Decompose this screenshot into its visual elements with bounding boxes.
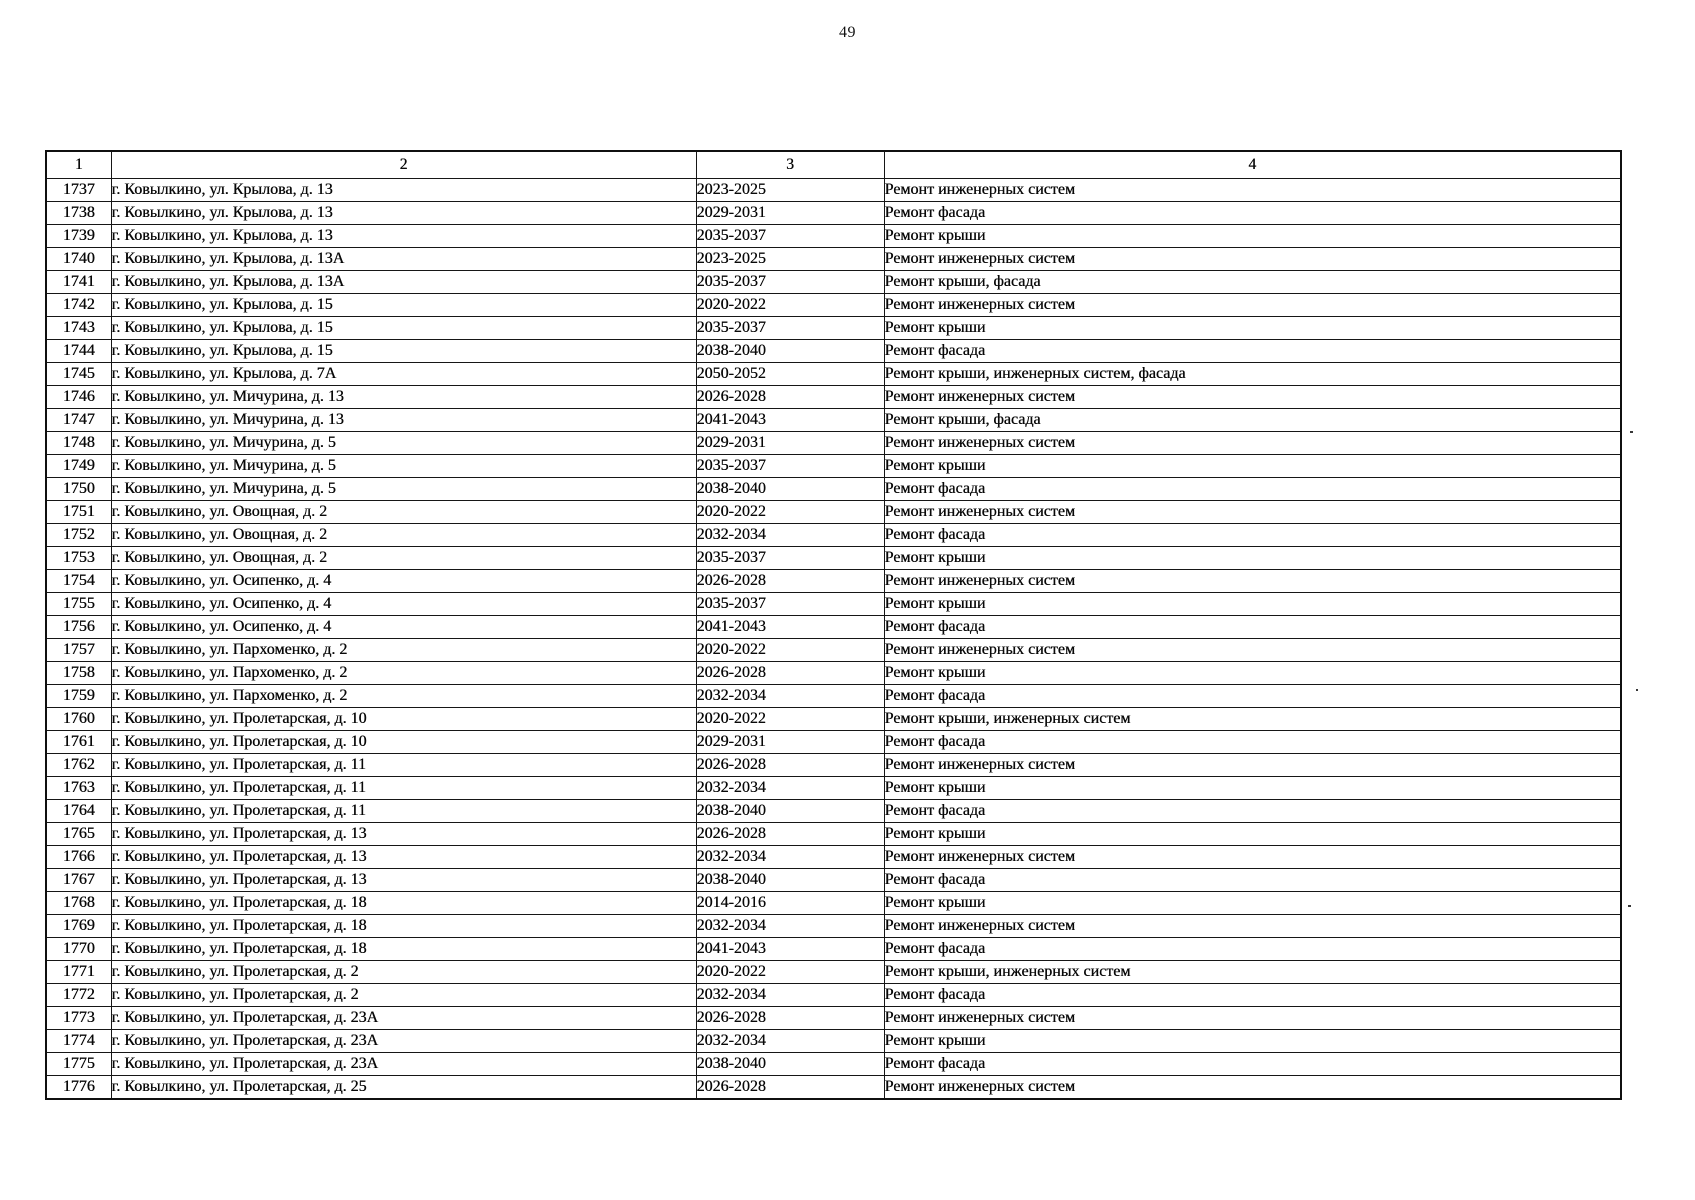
cell-address: г. Ковылкино, ул. Крылова, д. 13: [111, 202, 696, 225]
cell-work: Ремонт инженерных систем: [884, 1076, 1621, 1099]
table-row: [46, 754, 1621, 777]
table-row: [46, 777, 1621, 800]
cell-address: г. Ковылкино, ул. Овощная, д. 2: [111, 547, 696, 570]
cell-work: Ремонт фасада: [884, 478, 1621, 501]
table-row: [46, 1053, 1621, 1076]
cell-work: Ремонт крыши, фасада: [884, 409, 1621, 432]
cell-number: 1765: [46, 823, 111, 846]
cell-work: Ремонт инженерных систем: [884, 754, 1621, 777]
cell-address: г. Ковылкино, ул. Пролетарская, д. 23А: [111, 1053, 696, 1076]
table-header-row: [46, 151, 1621, 179]
cell-number: 1748: [46, 432, 111, 455]
table-row: [46, 294, 1621, 317]
cell-period: 2020-2022: [696, 708, 884, 731]
cell-address: г. Ковылкино, ул. Крылова, д. 13А: [111, 248, 696, 271]
cell-number: 1774: [46, 1030, 111, 1053]
cell-period: 2023-2025: [696, 248, 884, 271]
cell-address: г. Ковылкино, ул. Пролетарская, д. 10: [111, 731, 696, 754]
cell-work: Ремонт инженерных систем: [884, 501, 1621, 524]
cell-period: 2032-2034: [696, 777, 884, 800]
cell-work: Ремонт крыши, инженерных систем: [884, 961, 1621, 984]
cell-address: г. Ковылкино, ул. Крылова, д. 7А: [111, 363, 696, 386]
cell-work: Ремонт крыши, инженерных систем, фасада: [884, 363, 1621, 386]
cell-period: 2038-2040: [696, 800, 884, 823]
table-row: [46, 248, 1621, 271]
table-row: [46, 823, 1621, 846]
cell-work: Ремонт инженерных систем: [884, 432, 1621, 455]
cell-address: г. Ковылкино, ул. Крылова, д. 15: [111, 294, 696, 317]
cell-address: г. Ковылкино, ул. Пролетарская, д. 2: [111, 984, 696, 1007]
table-row: [46, 662, 1621, 685]
cell-work: Ремонт фасада: [884, 800, 1621, 823]
table-row: [46, 639, 1621, 662]
cell-number: 1759: [46, 685, 111, 708]
cell-work: Ремонт крыши, фасада: [884, 271, 1621, 294]
cell-period: 2032-2034: [696, 524, 884, 547]
cell-number: 1741: [46, 271, 111, 294]
cell-address: г. Ковылкино, ул. Овощная, д. 2: [111, 501, 696, 524]
cell-work: Ремонт крыши: [884, 823, 1621, 846]
table-row: [46, 478, 1621, 501]
cell-period: 2032-2034: [696, 915, 884, 938]
cell-number: 1760: [46, 708, 111, 731]
scan-speckle: [1630, 431, 1633, 433]
table-row: [46, 961, 1621, 984]
cell-address: г. Ковылкино, ул. Пролетарская, д. 11: [111, 754, 696, 777]
cell-number: 1750: [46, 478, 111, 501]
cell-work: Ремонт крыши: [884, 455, 1621, 478]
cell-address: г. Ковылкино, ул. Пролетарская, д. 23А: [111, 1030, 696, 1053]
cell-period: 2026-2028: [696, 823, 884, 846]
cell-period: 2038-2040: [696, 340, 884, 363]
cell-address: г. Ковылкино, ул. Пархоменко, д. 2: [111, 639, 696, 662]
table-row: [46, 915, 1621, 938]
cell-number: 1742: [46, 294, 111, 317]
cell-address: г. Ковылкино, ул. Пролетарская, д. 13: [111, 846, 696, 869]
cell-work: Ремонт крыши: [884, 892, 1621, 915]
scan-speckle: [1636, 689, 1638, 691]
cell-address: г. Ковылкино, ул. Пролетарская, д. 11: [111, 777, 696, 800]
cell-address: г. Ковылкино, ул. Пролетарская, д. 18: [111, 915, 696, 938]
column-header-address: 2: [111, 151, 696, 179]
cell-address: г. Ковылкино, ул. Пролетарская, д. 11: [111, 800, 696, 823]
cell-number: 1737: [46, 179, 111, 202]
cell-period: 2050-2052: [696, 363, 884, 386]
page-number: 49: [839, 24, 856, 41]
cell-number: 1768: [46, 892, 111, 915]
table-row: [46, 984, 1621, 1007]
table-row: [46, 340, 1621, 363]
cell-address: г. Ковылкино, ул. Осипенко, д. 4: [111, 570, 696, 593]
table-row: [46, 892, 1621, 915]
cell-work: Ремонт фасада: [884, 202, 1621, 225]
cell-number: 1766: [46, 846, 111, 869]
cell-address: г. Ковылкино, ул. Пролетарская, д. 18: [111, 892, 696, 915]
cell-period: 2020-2022: [696, 961, 884, 984]
cell-number: 1753: [46, 547, 111, 570]
table-row: [46, 547, 1621, 570]
cell-work: Ремонт крыши: [884, 547, 1621, 570]
cell-number: 1747: [46, 409, 111, 432]
cell-address: г. Ковылкино, ул. Мичурина, д. 5: [111, 432, 696, 455]
cell-address: г. Ковылкино, ул. Пролетарская, д. 23А: [111, 1007, 696, 1030]
cell-work: Ремонт крыши: [884, 225, 1621, 248]
cell-number: 1746: [46, 386, 111, 409]
cell-period: 2035-2037: [696, 271, 884, 294]
cell-period: 2032-2034: [696, 846, 884, 869]
column-header-work: 4: [884, 151, 1621, 179]
cell-period: 2035-2037: [696, 225, 884, 248]
cell-number: 1775: [46, 1053, 111, 1076]
cell-period: 2026-2028: [696, 1076, 884, 1099]
cell-address: г. Ковылкино, ул. Пролетарская, д. 2: [111, 961, 696, 984]
table-row: [46, 1007, 1621, 1030]
cell-work: Ремонт инженерных систем: [884, 1007, 1621, 1030]
cell-period: 2038-2040: [696, 869, 884, 892]
cell-address: г. Ковылкино, ул. Пархоменко, д. 2: [111, 685, 696, 708]
table-row: [46, 1030, 1621, 1053]
table-row: [46, 846, 1621, 869]
table-row: [46, 731, 1621, 754]
cell-period: 2035-2037: [696, 317, 884, 340]
cell-address: г. Ковылкино, ул. Крылова, д. 15: [111, 317, 696, 340]
cell-work: Ремонт крыши: [884, 1030, 1621, 1053]
cell-address: г. Ковылкино, ул. Пролетарская, д. 13: [111, 869, 696, 892]
cell-number: 1771: [46, 961, 111, 984]
cell-number: 1769: [46, 915, 111, 938]
table-row: [46, 570, 1621, 593]
cell-period: 2041-2043: [696, 409, 884, 432]
cell-number: 1763: [46, 777, 111, 800]
cell-number: 1758: [46, 662, 111, 685]
cell-number: 1745: [46, 363, 111, 386]
scan-speckle: [1628, 905, 1631, 907]
cell-period: 2029-2031: [696, 432, 884, 455]
cell-address: г. Ковылкино, ул. Мичурина, д. 5: [111, 455, 696, 478]
table-row: [46, 363, 1621, 386]
cell-number: 1751: [46, 501, 111, 524]
cell-number: 1767: [46, 869, 111, 892]
cell-number: 1744: [46, 340, 111, 363]
cell-work: Ремонт инженерных систем: [884, 386, 1621, 409]
cell-work: Ремонт крыши: [884, 777, 1621, 800]
cell-period: 2032-2034: [696, 685, 884, 708]
cell-work: Ремонт инженерных систем: [884, 915, 1621, 938]
cell-address: г. Ковылкино, ул. Пролетарская, д. 18: [111, 938, 696, 961]
cell-period: 2026-2028: [696, 570, 884, 593]
cell-number: 1749: [46, 455, 111, 478]
cell-work: Ремонт фасада: [884, 1053, 1621, 1076]
cell-address: г. Ковылкино, ул. Пролетарская, д. 13: [111, 823, 696, 846]
cell-work: Ремонт инженерных систем: [884, 179, 1621, 202]
cell-period: 2026-2028: [696, 386, 884, 409]
cell-number: 1770: [46, 938, 111, 961]
column-header-period: 3: [696, 151, 884, 179]
cell-work: Ремонт фасада: [884, 984, 1621, 1007]
table-row: [46, 1076, 1621, 1099]
cell-period: 2041-2043: [696, 938, 884, 961]
cell-work: Ремонт крыши: [884, 317, 1621, 340]
cell-period: 2032-2034: [696, 984, 884, 1007]
cell-work: Ремонт фасада: [884, 869, 1621, 892]
cell-number: 1739: [46, 225, 111, 248]
cell-address: г. Ковылкино, ул. Мичурина, д. 5: [111, 478, 696, 501]
table-row: [46, 409, 1621, 432]
table-body: [46, 179, 1621, 1099]
cell-number: 1772: [46, 984, 111, 1007]
table-row: [46, 179, 1621, 202]
cell-number: 1762: [46, 754, 111, 777]
cell-period: 2035-2037: [696, 455, 884, 478]
cell-work: Ремонт инженерных систем: [884, 294, 1621, 317]
table-row: [46, 202, 1621, 225]
cell-period: 2032-2034: [696, 1030, 884, 1053]
table-row: [46, 685, 1621, 708]
cell-period: 2038-2040: [696, 478, 884, 501]
table-row: [46, 869, 1621, 892]
table-row: [46, 938, 1621, 961]
cell-number: 1740: [46, 248, 111, 271]
cell-period: 2029-2031: [696, 202, 884, 225]
cell-number: 1755: [46, 593, 111, 616]
cell-number: 1757: [46, 639, 111, 662]
cell-address: г. Ковылкино, ул. Крылова, д. 15: [111, 340, 696, 363]
table-row: [46, 524, 1621, 547]
cell-address: г. Ковылкино, ул. Пархоменко, д. 2: [111, 662, 696, 685]
cell-number: 1756: [46, 616, 111, 639]
table-row: [46, 386, 1621, 409]
cell-period: 2026-2028: [696, 662, 884, 685]
cell-address: г. Ковылкино, ул. Пролетарская, д. 10: [111, 708, 696, 731]
cell-number: 1773: [46, 1007, 111, 1030]
cell-period: 2026-2028: [696, 1007, 884, 1030]
table-row: [46, 455, 1621, 478]
column-header-index: 1: [46, 151, 111, 179]
cell-work: Ремонт инженерных систем: [884, 639, 1621, 662]
cell-period: 2041-2043: [696, 616, 884, 639]
table-row: [46, 432, 1621, 455]
cell-work: Ремонт инженерных систем: [884, 570, 1621, 593]
table-row: [46, 800, 1621, 823]
cell-period: 2020-2022: [696, 294, 884, 317]
table-row: [46, 225, 1621, 248]
cell-address: г. Ковылкино, ул. Мичурина, д. 13: [111, 409, 696, 432]
table-row: [46, 501, 1621, 524]
cell-work: Ремонт фасада: [884, 340, 1621, 363]
cell-address: г. Ковылкино, ул. Овощная, д. 2: [111, 524, 696, 547]
cell-work: Ремонт крыши: [884, 662, 1621, 685]
cell-period: 2020-2022: [696, 501, 884, 524]
cell-work: Ремонт фасада: [884, 938, 1621, 961]
cell-period: 2026-2028: [696, 754, 884, 777]
cell-work: Ремонт фасада: [884, 524, 1621, 547]
cell-address: г. Ковылкино, ул. Осипенко, д. 4: [111, 616, 696, 639]
cell-period: 2014-2016: [696, 892, 884, 915]
cell-work: Ремонт крыши: [884, 593, 1621, 616]
table-row: [46, 616, 1621, 639]
cell-period: 2035-2037: [696, 593, 884, 616]
cell-period: 2023-2025: [696, 179, 884, 202]
cell-number: 1738: [46, 202, 111, 225]
cell-work: Ремонт фасада: [884, 731, 1621, 754]
table-row: [46, 271, 1621, 294]
cell-address: г. Ковылкино, ул. Крылова, д. 13А: [111, 271, 696, 294]
cell-work: Ремонт фасада: [884, 685, 1621, 708]
table-row: [46, 708, 1621, 731]
cell-number: 1776: [46, 1076, 111, 1099]
cell-number: 1761: [46, 731, 111, 754]
cell-number: 1764: [46, 800, 111, 823]
cell-address: г. Ковылкино, ул. Осипенко, д. 4: [111, 593, 696, 616]
cell-address: г. Ковылкино, ул. Мичурина, д. 13: [111, 386, 696, 409]
cell-number: 1743: [46, 317, 111, 340]
cell-period: 2020-2022: [696, 639, 884, 662]
cell-period: 2038-2040: [696, 1053, 884, 1076]
cell-address: г. Ковылкино, ул. Пролетарская, д. 25: [111, 1076, 696, 1099]
cell-work: Ремонт фасада: [884, 616, 1621, 639]
table-row: [46, 593, 1621, 616]
cell-number: 1752: [46, 524, 111, 547]
cell-number: 1754: [46, 570, 111, 593]
table-row: [46, 317, 1621, 340]
cell-work: Ремонт инженерных систем: [884, 846, 1621, 869]
cell-work: Ремонт крыши, инженерных систем: [884, 708, 1621, 731]
repair-schedule-table: [45, 150, 1622, 1100]
cell-address: г. Ковылкино, ул. Крылова, д. 13: [111, 225, 696, 248]
cell-period: 2035-2037: [696, 547, 884, 570]
cell-period: 2029-2031: [696, 731, 884, 754]
cell-address: г. Ковылкино, ул. Крылова, д. 13: [111, 179, 696, 202]
cell-work: Ремонт инженерных систем: [884, 248, 1621, 271]
